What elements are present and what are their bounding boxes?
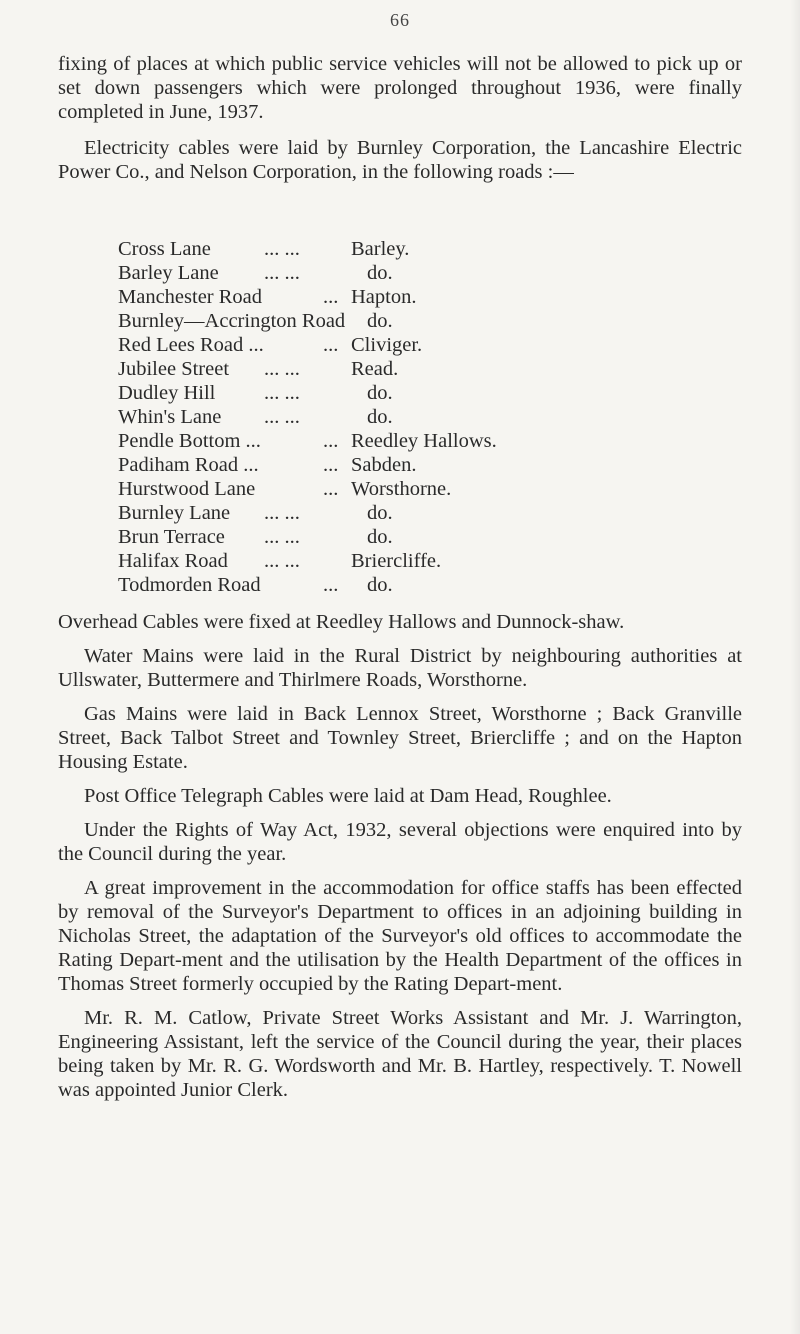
road-place: do.: [367, 382, 393, 404]
road-name: Barley Lane: [118, 262, 219, 284]
road-place: do.: [367, 406, 393, 428]
paragraph-staff-changes: Mr. R. M. Catlow, Private Street Works Assistant and Mr. J. Warrington, Engineering Assistant, left the service of the Council during the year, their places being taken by Mr. R. G. Wordsworth and Mr. B. Hartley, respectively. T. Nowell was appointed Junior Clerk.: [58, 1007, 742, 1101]
road-row: [118, 525, 718, 549]
leader-dots: ... ...: [264, 358, 300, 380]
road-place: do.: [367, 574, 393, 596]
intro-text: [58, 52, 742, 194]
road-name: Burnley—Accrington Road: [118, 310, 346, 332]
leader-dots: ... ...: [264, 406, 300, 428]
paragraph-electricity-cables: Electricity cables were laid by Burnley Corporation, the Lancashire Electric Power Co., and Nelson Corporation, in the following roads :—: [58, 137, 742, 183]
road-name: Halifax Road: [118, 550, 228, 572]
road-row: [118, 309, 718, 333]
road-list: [118, 237, 718, 597]
page-number: 66: [390, 10, 410, 30]
road-place: Sabden.: [351, 454, 417, 476]
leader-dots: ... ...: [264, 502, 300, 524]
leader-dots: ...: [323, 478, 339, 500]
road-row: [118, 549, 718, 573]
main-text: [58, 610, 742, 1112]
road-row: [118, 477, 718, 501]
paragraph-overhead-cables: Overhead Cables were fixed at Reedley Hallows and Dunnock-shaw.: [58, 611, 625, 633]
road-name: Cross Lane: [118, 238, 211, 260]
road-name: Burnley Lane: [118, 502, 231, 524]
road-place: do.: [367, 310, 393, 332]
road-place: Worsthorne.: [351, 478, 452, 500]
road-place: do.: [367, 502, 393, 524]
road-row: [118, 501, 718, 525]
road-row: [118, 381, 718, 405]
road-place: Cliviger.: [351, 334, 423, 356]
road-row: [118, 405, 718, 429]
road-row: [118, 237, 718, 261]
page-edge-shadow: [790, 0, 800, 1334]
road-place: Briercliffe.: [351, 550, 442, 572]
road-place: Reedley Hallows.: [351, 430, 497, 452]
leader-dots: ... ...: [264, 238, 300, 260]
paragraph-gas-mains: Gas Mains were laid in Back Lennox Street, Worsthorne ; Back Granville Street, Back Talbot Street and Townley Street, Briercliffe ; and on the Hapton Housing Estate.: [58, 703, 742, 773]
leader-dots: ... ...: [264, 550, 300, 572]
road-name: Whin's Lane: [118, 406, 222, 428]
leader-dots: ...: [323, 286, 339, 308]
road-place: Read.: [351, 358, 399, 380]
leader-dots: ...: [323, 574, 339, 596]
leader-dots: ... ...: [264, 262, 300, 284]
road-name: Brun Terrace: [118, 526, 225, 548]
road-name: Todmorden Road: [118, 574, 261, 596]
road-name: Hurstwood Lane: [118, 478, 256, 500]
road-place: Hapton.: [351, 286, 417, 308]
road-row: [118, 573, 718, 597]
road-name: Red Lees Road ...: [118, 334, 264, 356]
road-name: Pendle Bottom ...: [118, 430, 261, 452]
paragraph-rights-of-way: Under the Rights of Way Act, 1932, several objections were enquired into by the Council during the year.: [58, 819, 742, 865]
leader-dots: ...: [323, 334, 339, 356]
road-row: [118, 429, 718, 453]
road-name: Manchester Road: [118, 286, 263, 308]
road-row: [118, 357, 718, 381]
road-row: [118, 333, 718, 357]
road-place: do.: [367, 262, 393, 284]
road-name: Jubilee Street: [118, 358, 230, 380]
road-row: [118, 261, 718, 285]
leader-dots: ... ...: [264, 526, 300, 548]
paragraph-continued: fixing of places at which public service vehicles will not be allowed to pick up or set down passengers which were prolonged throughout 1936, were finally completed in June, 1937.: [58, 53, 742, 123]
road-place: do.: [367, 526, 393, 548]
road-row: [118, 285, 718, 309]
leader-dots: ...: [323, 430, 339, 452]
paragraph-office-accommodation: A great improvement in the accommodation for office staffs has been effected by removal of the Surveyor's Department to offices in an adjoining building in Nicholas Street, the adaptation of the Surveyor's old offices to accommodate the Rating Depart-ment and the utilisation by the Health Department of the offices in Thomas Street formerly occupied by the Rating Depart-ment.: [58, 877, 742, 995]
leader-dots: ... ...: [264, 382, 300, 404]
road-name: Padiham Road ...: [118, 454, 259, 476]
road-place: Barley.: [351, 238, 410, 260]
leader-dots: ...: [323, 454, 339, 476]
road-name: Dudley Hill: [118, 382, 216, 404]
road-row: [118, 453, 718, 477]
paragraph-telegraph-cables: Post Office Telegraph Cables were laid at Dam Head, Roughlee.: [84, 785, 612, 807]
paragraph-water-mains: Water Mains were laid in the Rural District by neighbouring authorities at Ullswater, Buttermere and Thirlmere Roads, Worsthorne.: [58, 645, 742, 691]
